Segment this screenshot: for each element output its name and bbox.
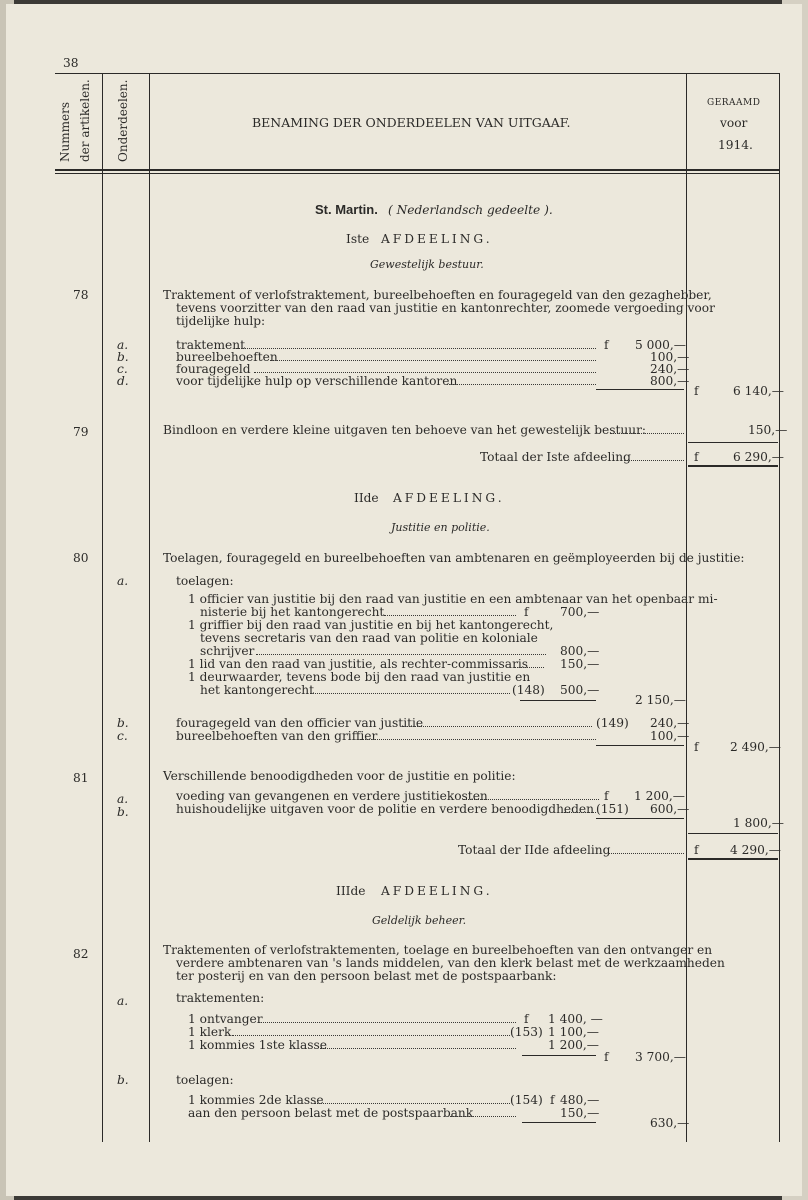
header-col-numbers: Nummers <box>58 102 72 162</box>
art79-total: 150,— <box>748 423 788 437</box>
leader-dots <box>270 360 596 361</box>
art80-c-letter: c. <box>117 729 128 743</box>
art78-a-label: traktement <box>176 338 246 352</box>
leader-dots <box>450 1116 516 1117</box>
art78-number: 78 <box>73 288 89 302</box>
header-top-rule <box>55 73 780 74</box>
afd2-double-rule <box>688 858 778 860</box>
art82-b-amount-1: 480,— <box>560 1093 600 1107</box>
afd1-title: AFDEELING. <box>381 232 493 246</box>
art78-b-label: bureelbehoeften <box>176 350 278 364</box>
afd1-total-prefix: f <box>694 450 699 464</box>
art81-number: 81 <box>73 771 89 785</box>
leader-dots <box>608 853 684 854</box>
art81-b-ref: (151) <box>596 802 629 816</box>
art78-c-amount: 240,— <box>650 362 690 376</box>
leader-dots <box>463 799 599 800</box>
afd1-subtitle: Gewestelijk bestuur. <box>370 258 484 271</box>
art80-griffier-amount: 800,— <box>560 644 600 658</box>
art80-line-4: tevens secretaris van den raad van politie en koloniale <box>200 631 538 645</box>
art82-a-ref-klerk: (153) <box>510 1025 543 1039</box>
afd3-subtitle: Geldelijk beheer. <box>372 914 467 927</box>
leader-dots <box>256 654 546 655</box>
art81-text: Verschillende benoodigdheden voor de justitie en politie: <box>163 769 516 783</box>
afd1-double-rule <box>688 465 778 467</box>
art82-b-prefix: f <box>550 1093 555 1107</box>
afd2-total-prefix: f <box>694 843 699 857</box>
leader-dots <box>232 1035 510 1036</box>
art80-deurwaarder-amount: 500,— <box>560 683 600 697</box>
col-divider-4 <box>779 74 780 1142</box>
art80-officier-amount: 700,— <box>560 605 600 619</box>
art82-a-total-prefix: f <box>604 1050 609 1064</box>
art78-c-letter: c. <box>117 362 128 376</box>
art80-lid-amount: 150,— <box>560 657 600 671</box>
afd3-title-pre: IIIde <box>336 884 366 898</box>
subtotal-rule <box>520 700 596 701</box>
art80-number: 80 <box>73 551 89 565</box>
afd2-title: AFDEELING. <box>393 491 505 505</box>
leader-dots <box>564 812 596 813</box>
art80-c-label: bureelbehoeften van den griffier <box>176 729 378 743</box>
leader-dots <box>254 372 596 373</box>
leader-dots <box>624 460 684 461</box>
leader-dots <box>320 1048 516 1049</box>
subtotal-rule <box>522 1055 596 1056</box>
leader-dots <box>310 693 510 694</box>
art78-b-letter: b. <box>117 350 129 364</box>
art80-line-1: 1 officier van justitie bij den raad van justitie en een ambtenaar van het openbaar mi- <box>188 592 718 606</box>
art81-b-amount: 600,— <box>650 802 690 816</box>
art78-a-amount: 5 000,— <box>635 338 686 352</box>
art80-deurwaarder-ref: (148) <box>512 683 545 697</box>
section-title: St. Martin. <box>315 202 378 217</box>
afd2-title-pre: IIde <box>354 491 379 505</box>
leader-dots <box>384 615 516 616</box>
art82-a-line-3: 1 kommies 1ste klasse <box>188 1038 327 1052</box>
art82-a-label: traktementen: <box>176 991 265 1005</box>
art78-a-letter: a. <box>117 338 129 352</box>
art82-b-amount-2: 150,— <box>560 1106 600 1120</box>
art80-line-7: 1 deurwaarder, tevens bode bij den raad van justitie en <box>188 670 531 684</box>
header-col-parts: Onderdeelen. <box>116 79 130 162</box>
art81-a-letter: a. <box>117 792 129 806</box>
art82-a-letter: a. <box>117 994 129 1008</box>
art80-c-amount: 100,— <box>650 729 690 743</box>
page-number: 38 <box>63 56 79 70</box>
art82-text-3: ter posterij en van den persoon belast met de postspaarbank: <box>176 969 557 983</box>
header-col-estimate-1: GERAAMD <box>707 98 761 108</box>
art80-line-5: schrijver <box>200 644 255 658</box>
art82-a-total: 3 700,— <box>635 1050 686 1064</box>
art80-b-amount: 240,— <box>650 716 690 730</box>
art78-c-label: fouragegeld <box>176 362 251 376</box>
art78-total-prefix: f <box>694 384 699 398</box>
art79-text: Bindloon en verdere kleine uitgaven ten behoeve van het gewestelijk bestuur: <box>163 423 647 437</box>
art82-b-line-2: aan den persoon belast met de postspaarbank <box>188 1106 474 1120</box>
art80-line-2: nisterie bij het kantongerecht <box>200 605 385 619</box>
afd3-title: AFDEELING. <box>381 884 493 898</box>
leader-dots <box>236 348 596 349</box>
art82-text-1: Traktementen of verlofstraktementen, toelage en bureelbehoeften van den ontvanger en <box>163 943 713 957</box>
art81-a-amount: 1 200,— <box>634 789 685 803</box>
section-subtitle: ( Nederlandsch gedeelte ). <box>388 203 553 217</box>
col-divider-3 <box>686 74 687 1142</box>
art78-text-1: Traktement of verlofstraktement, bureelbehoeften en fouragegeld van den gezaghebber, <box>163 288 712 302</box>
art82-a-prefix: f <box>524 1012 529 1026</box>
art80-text: Toelagen, fouragegeld en bureelbehoeften van ambtenaren en geëmployeerden bij de justitie: <box>163 551 745 565</box>
art80-line-8: het kantongerecht <box>200 683 315 697</box>
art80-b-letter: b. <box>117 716 129 730</box>
art82-a-amount-2: 1 100,— <box>548 1025 599 1039</box>
art82-b-label: toelagen: <box>176 1073 234 1087</box>
art82-a-line-2: 1 klerk <box>188 1025 232 1039</box>
subtotal-rule <box>596 818 684 819</box>
art78-text-3: tijdelijke hulp: <box>176 314 266 328</box>
art79-number: 79 <box>73 425 89 439</box>
art81-a-prefix: f <box>604 789 609 803</box>
art78-d-label: voor tijdelijke hulp op verschillende kantoren <box>176 374 458 388</box>
art80-total: 2 490,— <box>730 740 781 754</box>
art78-b-amount: 100,— <box>650 350 690 364</box>
header-bottom-rule <box>55 169 780 171</box>
art82-b-letter: b. <box>117 1073 129 1087</box>
art78-a-prefix: f <box>604 338 609 352</box>
art78-d-letter: d. <box>117 374 129 388</box>
afd1-total-label: Totaal der Iste afdeeling <box>480 450 631 464</box>
art82-b-line-1: 1 kommies 2de klasse <box>188 1093 324 1107</box>
subtotal-rule <box>596 389 684 390</box>
leader-dots <box>447 384 596 385</box>
art80-a-letter: a. <box>117 574 129 588</box>
art80-b-label: fouragegeld van den officier van justitie <box>176 716 424 730</box>
art78-d-amount: 800,— <box>650 374 690 388</box>
art82-number: 82 <box>73 947 89 961</box>
header-col-description: BENAMING DER ONDERDEELEN VAN UITGAAF. <box>252 115 571 130</box>
art80-line-6: 1 lid van den raad van justitie, als rechter-commissaris <box>188 657 529 671</box>
art78-text-2: tevens voorzitter van den raad van justitie en kantonrechter, zoomede vergoeding voor <box>176 301 715 315</box>
afd1-total: 6 290,— <box>733 450 784 464</box>
afd1-total-rule <box>688 442 778 443</box>
subtotal-rule <box>596 745 684 746</box>
header-bottom-rule-2 <box>55 173 780 174</box>
art82-a-amount-3: 1 200,— <box>548 1038 599 1052</box>
art82-a-line-1: 1 ontvanger <box>188 1012 263 1026</box>
col-divider-2 <box>149 74 150 1142</box>
art82-text-2: verdere ambtenaren van 's lands middelen, van den klerk belast met de werkzaamheden <box>176 956 725 970</box>
art81-a-label: voeding van gevangenen en verdere justitiekosten <box>176 789 488 803</box>
leader-dots <box>314 1103 510 1104</box>
header-col-estimate-3: 1914. <box>718 138 753 152</box>
art81-b-letter: b. <box>117 805 129 819</box>
afd2-total: 4 290,— <box>730 843 781 857</box>
art81-b-label: huishoudelijke uitgaven voor de politie en verdere benoodigdheden <box>176 802 594 816</box>
afd2-total-label: Totaal der IIde afdeeling <box>458 843 611 857</box>
header-col-estimate-2: voor <box>720 116 748 130</box>
afd2-total-rule <box>688 833 778 834</box>
leader-dots <box>402 726 592 727</box>
subtotal-rule <box>522 1122 596 1123</box>
leader-dots <box>514 667 544 668</box>
art80-officier-prefix: f <box>524 605 529 619</box>
art80-subtotal-a: 2 150,— <box>635 693 686 707</box>
art78-total: 6 140,— <box>733 384 784 398</box>
leader-dots <box>360 739 596 740</box>
art80-line-3: 1 griffier bij den raad van justitie en bij het kantongerecht, <box>188 618 554 632</box>
col-divider-1 <box>102 74 103 1142</box>
leader-dots <box>258 1022 516 1023</box>
art80-total-prefix: f <box>694 740 699 754</box>
art82-a-amount-1: 1 400, — <box>548 1012 603 1026</box>
art80-a-label: toelagen: <box>176 574 234 588</box>
leader-dots <box>610 433 684 434</box>
art81-total: 1 800,— <box>733 816 784 830</box>
art82-b-ref: (154) <box>510 1093 543 1107</box>
afd2-subtitle: Justitie en politie. <box>391 521 490 534</box>
art80-b-ref: (149) <box>596 716 629 730</box>
header-col-numbers-2: der artikelen. <box>78 79 92 162</box>
art82-b-total: 630,— <box>650 1116 690 1130</box>
afd1-title-pre: Iste <box>346 232 370 246</box>
